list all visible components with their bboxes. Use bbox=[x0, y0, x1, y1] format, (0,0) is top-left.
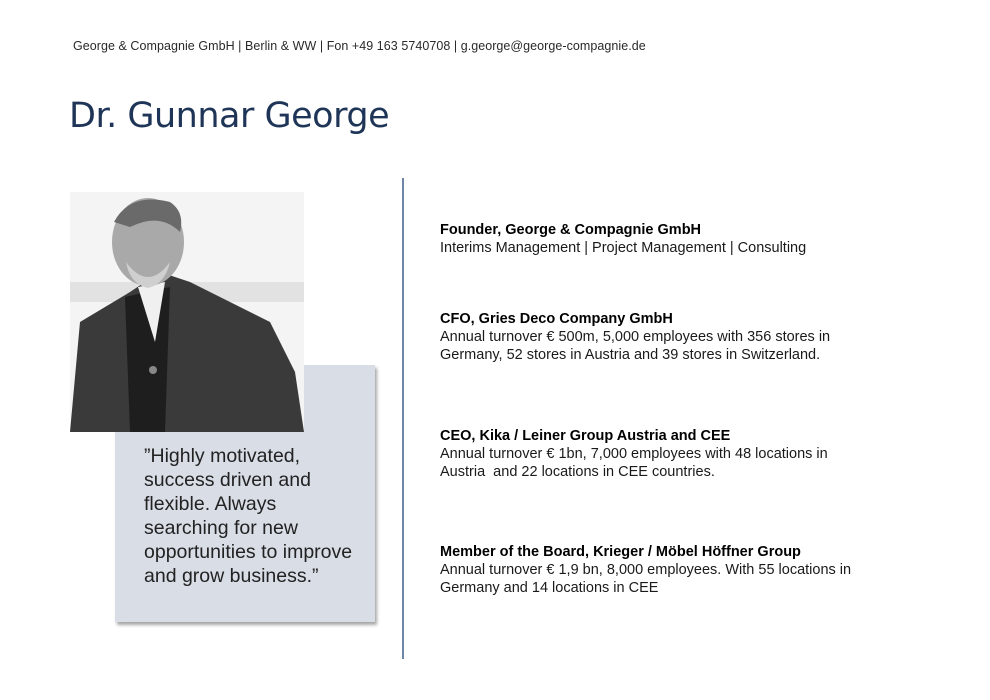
role-entry bbox=[440, 221, 910, 257]
role-detail: Germany, 52 stores in Austria and 39 stores in Switzerland. bbox=[440, 347, 821, 363]
role-detail: Annual turnover € 500m, 5,000 employees with 356 stores in bbox=[440, 329, 831, 345]
vertical-divider bbox=[402, 178, 404, 659]
role-entry bbox=[440, 543, 910, 597]
role-entry bbox=[440, 310, 910, 364]
role-title: CFO, Gries Deco Company GmbH bbox=[440, 311, 673, 327]
page-title: Dr. Gunnar George bbox=[69, 96, 390, 136]
role-entry bbox=[440, 427, 910, 481]
role-title: Founder, George & Compagnie GmbH bbox=[440, 222, 702, 238]
role-title: CEO, Kika / Leiner Group Austria and CEE bbox=[440, 428, 731, 444]
role-detail: Annual turnover € 1,9 bn, 8,000 employees. With 55 locations in bbox=[440, 562, 852, 578]
role-detail: Interims Management | Project Management | Consulting bbox=[440, 240, 807, 256]
role-detail: Austria and 22 locations in CEE countries. bbox=[440, 464, 715, 480]
role-detail: Germany and 14 locations in CEE bbox=[440, 580, 659, 596]
portrait-illustration bbox=[70, 192, 304, 432]
contact-line: George & Compagnie GmbH | Berlin & WW | Fon +49 163 5740708 | g.george@george-compagnie.de bbox=[73, 39, 646, 53]
quote-text: ”Highly motivated, success driven and flexible. Always searching for new opportunities to improve and grow business.” bbox=[144, 445, 353, 587]
portrait-photo bbox=[70, 192, 304, 432]
role-detail: Annual turnover € 1bn, 7,000 employees with 48 locations in bbox=[440, 446, 828, 462]
role-title: Member of the Board, Krieger / Möbel Höffner Group bbox=[440, 544, 801, 560]
